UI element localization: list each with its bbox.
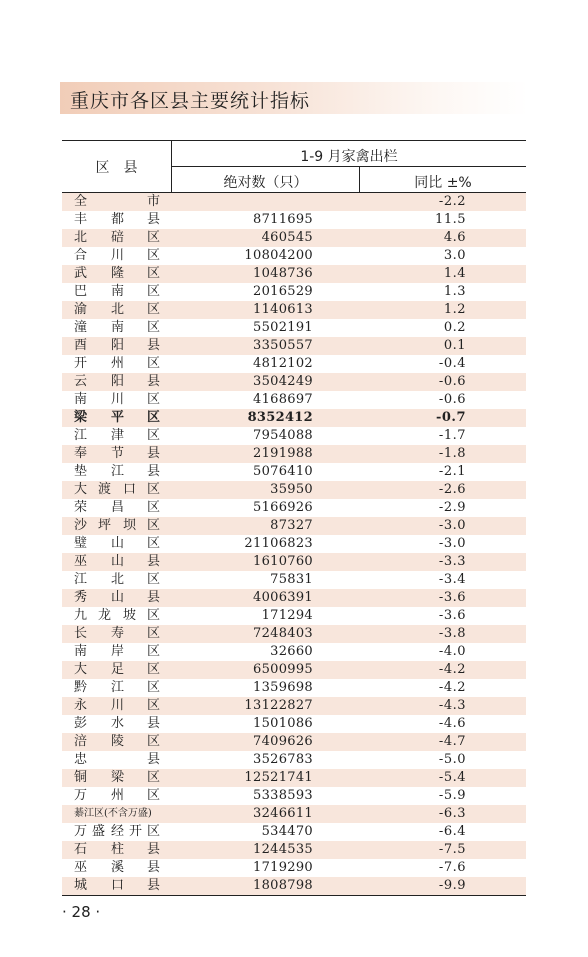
yoy-percent: -4.2 (438, 662, 466, 677)
yoy-percent: -4.2 (438, 680, 466, 695)
absolute-value: 1048736 (253, 266, 313, 281)
absolute-value: 7248403 (253, 626, 313, 641)
absolute-value: 75831 (270, 572, 313, 587)
absolute-value: 7954088 (253, 428, 313, 443)
absolute-value: 1501086 (253, 716, 313, 731)
yoy-percent: 1.2 (443, 302, 466, 317)
table-row: 巫 溪 县 1719290 -7.6 (74, 860, 466, 875)
table-top-rule (62, 140, 526, 141)
yoy-percent: -3.0 (438, 536, 466, 551)
yoy-percent: -2.1 (438, 464, 466, 479)
table-row (62, 805, 526, 823)
absolute-value: 534470 (261, 824, 313, 839)
header-yoy: 同比 ±% (414, 175, 472, 191)
table-row: 合 川 区 10804200 3.0 (74, 248, 466, 263)
absolute-value: 21106823 (244, 536, 313, 551)
table-row: 永 川 区 13122827 -4.3 (62, 697, 526, 715)
table-row: 开 州 区 4812102 -0.4 (74, 356, 466, 371)
table-row: 黔 江 区 1359698 -4.2 (74, 680, 466, 695)
absolute-value: 1808798 (253, 878, 313, 893)
yoy-percent: -3.8 (438, 626, 466, 641)
table-row: 石 柱 县 1244535 -7.5 (62, 841, 526, 859)
absolute-value: 5076410 (253, 464, 313, 479)
header-group: 1-9 月家禽出栏 (300, 149, 398, 165)
yoy-percent: 4.6 (443, 230, 466, 245)
table-row: 大 渡 口 区 35950 -2.6 (62, 481, 526, 499)
yoy-percent: -1.7 (438, 428, 466, 443)
absolute-value: 460545 (261, 230, 313, 245)
absolute-value: 5166926 (253, 500, 313, 515)
absolute-value: 87327 (270, 518, 313, 533)
table-row: 大 足 区 6500995 -4.2 (62, 661, 526, 679)
yoy-percent: -3.4 (438, 572, 466, 587)
absolute-value: 13122827 (244, 698, 313, 713)
absolute-value: 8352412 (247, 410, 313, 425)
absolute-value: 32660 (270, 644, 313, 659)
yoy-percent: -6.3 (438, 806, 466, 821)
table-row: 万 州 区 5338593 -5.9 (74, 788, 466, 803)
table-row: 潼 南 区 5502191 0.2 (74, 320, 466, 335)
yoy-percent: -5.9 (438, 788, 466, 803)
title-banner (60, 82, 528, 114)
yoy-percent: -3.0 (438, 518, 466, 533)
absolute-value: 1140613 (253, 302, 313, 317)
table-row: 渝 北 区 1140613 1.2 (62, 301, 526, 319)
table-row: 南 川 区 4168697 -0.6 (74, 392, 466, 407)
absolute-value: 2016529 (253, 284, 313, 299)
yoy-percent: 11.5 (435, 212, 466, 227)
absolute-value: 1359698 (253, 680, 313, 695)
yoy-percent: -4.0 (438, 644, 466, 659)
absolute-value: 4812102 (253, 356, 313, 371)
table-bottom-rule (62, 895, 526, 896)
yoy-percent: -2.9 (438, 500, 466, 515)
yoy-percent: -2.6 (438, 482, 466, 497)
table-row: 铜 梁 区 12521741 -5.4 (62, 769, 526, 787)
absolute-value: 7409626 (253, 734, 313, 749)
table-row: 垫 江 县 5076410 -2.1 (74, 464, 466, 479)
header-district: 区 县 (95, 160, 138, 176)
table-row: 江 津 区 7954088 -1.7 (74, 428, 466, 443)
absolute-value: 3350557 (253, 338, 313, 353)
yoy-percent: -4.6 (438, 716, 466, 731)
table-row: 忠 县 3526783 -5.0 (74, 752, 466, 767)
yoy-percent: -9.9 (438, 878, 466, 893)
yoy-percent: 1.4 (443, 266, 466, 281)
absolute-value: 1244535 (253, 842, 313, 857)
yoy-percent: -7.6 (438, 860, 466, 875)
yoy-percent: -1.8 (438, 446, 466, 461)
header-absolute: 绝对数（只） (223, 175, 308, 191)
table-row: 城 口 县 1808798 -9.9 (62, 877, 526, 895)
yoy-percent: -5.0 (438, 752, 466, 767)
table-row: 九 龙 坡 区 171294 -3.6 (74, 608, 466, 623)
table-row: 彭 水 县 1501086 -4.6 (74, 716, 466, 731)
table-row: 梁 平 区 8352412 -0.7 (62, 409, 526, 427)
table-row: 涪 陵 区 7409626 -4.7 (62, 733, 526, 751)
yoy-percent: 0.2 (443, 320, 466, 335)
table-row: 秀 山 县 4006391 -3.6 (62, 589, 526, 607)
table-row: 江 北 区 75831 -3.4 (74, 572, 466, 587)
yoy-percent: 3.0 (443, 248, 466, 263)
table-row: 巴 南 区 2016529 1.3 (74, 284, 466, 299)
table-row: 武 隆 区 1048736 1.4 (62, 265, 526, 283)
absolute-value: 171294 (261, 608, 313, 623)
yoy-percent: -6.4 (438, 824, 466, 839)
yoy-percent: -5.4 (438, 770, 466, 785)
absolute-value: 35950 (270, 482, 313, 497)
table-row: 巫 山 县 1610760 -3.3 (62, 553, 526, 571)
absolute-value: 10804200 (244, 248, 313, 263)
yoy-percent: 1.3 (443, 284, 466, 299)
absolute-value: 4006391 (253, 590, 313, 605)
yoy-percent: -0.6 (438, 392, 466, 407)
district-name: 綦江区(不含万盛) (74, 808, 152, 819)
page-number: · 28 · (62, 903, 101, 921)
table-row: 奉 节 县 2191988 -1.8 (62, 445, 526, 463)
absolute-value: 8711695 (253, 212, 313, 227)
yoy-percent: -0.4 (438, 356, 466, 371)
yoy-percent: -3.3 (438, 554, 466, 569)
yoy-percent: 0.1 (443, 338, 466, 353)
table-row: 云 阳 县 3504249 -0.6 (62, 373, 526, 391)
absolute-value: 3246611 (253, 806, 313, 821)
table-row: 万 盛 经 开 区 534470 -6.4 (74, 824, 466, 839)
absolute-value: 5502191 (253, 320, 313, 335)
absolute-value: 3504249 (253, 374, 313, 389)
yoy-percent: -4.3 (438, 698, 466, 713)
yoy-percent: -0.6 (438, 374, 466, 389)
header-mid-rule (172, 166, 526, 167)
yoy-percent: -7.5 (438, 842, 466, 857)
table-row: 璧 山 区 21106823 -3.0 (74, 536, 466, 551)
table-row: 丰 都 县 8711695 11.5 (74, 212, 466, 227)
absolute-value: 3526783 (253, 752, 313, 767)
table-row: 南 岸 区 32660 -4.0 (74, 644, 466, 659)
page-title: 重庆市各区县主要统计指标 (70, 90, 311, 112)
absolute-value: 5338593 (253, 788, 313, 803)
table-body (62, 193, 526, 895)
absolute-value: 2191988 (253, 446, 313, 461)
table-row: 荣 昌 区 5166926 -2.9 (74, 500, 466, 515)
table-row: 长 寿 区 7248403 -3.8 (62, 625, 526, 643)
yoy-percent: -0.7 (435, 410, 466, 425)
absolute-value: 4168697 (253, 392, 313, 407)
table-row: 北 碚 区 460545 4.6 (62, 229, 526, 247)
absolute-value: 12521741 (244, 770, 313, 785)
yoy-percent: -3.6 (438, 608, 466, 623)
table-row: 全 市 -2.2 (62, 193, 526, 211)
yoy-percent: -2.2 (438, 194, 466, 209)
absolute-value: 1719290 (253, 860, 313, 875)
table-row: 沙 坪 坝 区 87327 -3.0 (62, 517, 526, 535)
absolute-value: 1610760 (253, 554, 313, 569)
yoy-percent: -4.7 (438, 734, 466, 749)
table-row: 酉 阳 县 3350557 0.1 (62, 337, 526, 355)
yoy-percent: -3.6 (438, 590, 466, 605)
absolute-value: 6500995 (253, 662, 313, 677)
